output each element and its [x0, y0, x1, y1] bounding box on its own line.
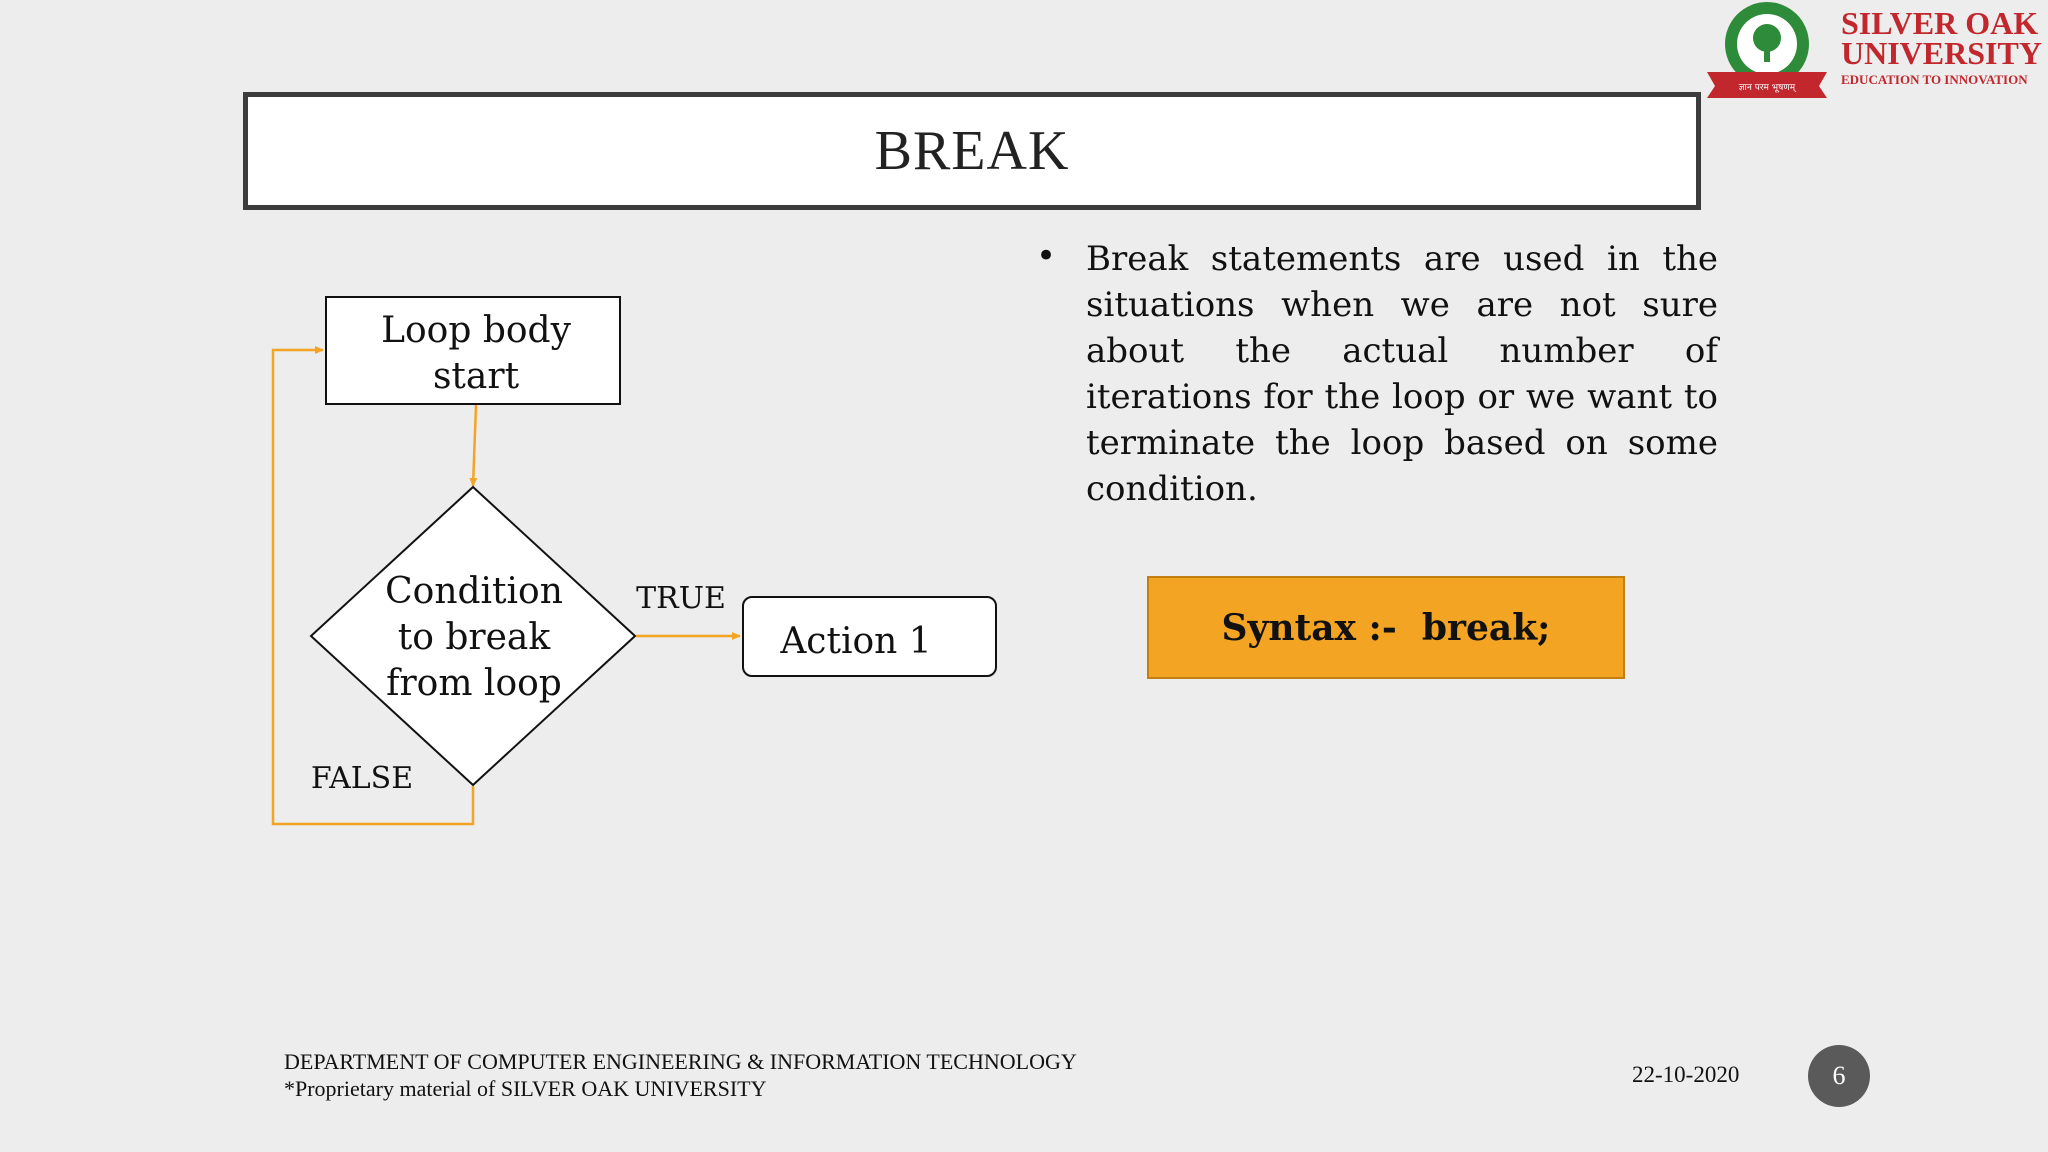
action-label: Action 1 [780, 621, 932, 662]
condition-label-line3: from loop [386, 663, 562, 704]
bullet-text: Break statements are used in the situations when we are not sure about the actual number of iterations for the loop or we want to terminate the loop based on some condition. [1086, 239, 1718, 509]
footer-left [284, 1048, 1077, 1102]
seal-ribbon-text: ज्ञान परम भूषणम् [1738, 83, 1796, 93]
footer-department: DEPARTMENT OF COMPUTER ENGINEERING & INFORMATION TECHNOLOGY [284, 1049, 1077, 1074]
true-label: TRUE [636, 581, 726, 616]
loop-start-label-line1: Loop body [381, 310, 571, 351]
page-number: 6 [1808, 1045, 1870, 1107]
logo-name-line1: SILVER OAK [1841, 5, 2039, 41]
footer-date: 22-10-2020 [1632, 1062, 1740, 1087]
condition-label-line2: to break [397, 617, 551, 658]
loop-start-label-line2: start [432, 356, 520, 397]
logo-name-line2: UNIVERSITY [1841, 35, 2042, 71]
syntax-text: Syntax :- break; [1221, 606, 1551, 649]
logo-tagline: EDUCATION TO INNOVATION [1841, 72, 2028, 87]
bullet-dot: • [1036, 236, 1057, 276]
condition-label-line1: Condition [385, 571, 563, 612]
syntax-box [1147, 576, 1625, 679]
footer-proprietary: *Proprietary material of SILVER OAK UNIVERSITY [284, 1076, 767, 1101]
false-label: FALSE [310, 761, 414, 796]
slide-title: BREAK [874, 120, 1070, 182]
arrow-to-condition [473, 405, 476, 486]
